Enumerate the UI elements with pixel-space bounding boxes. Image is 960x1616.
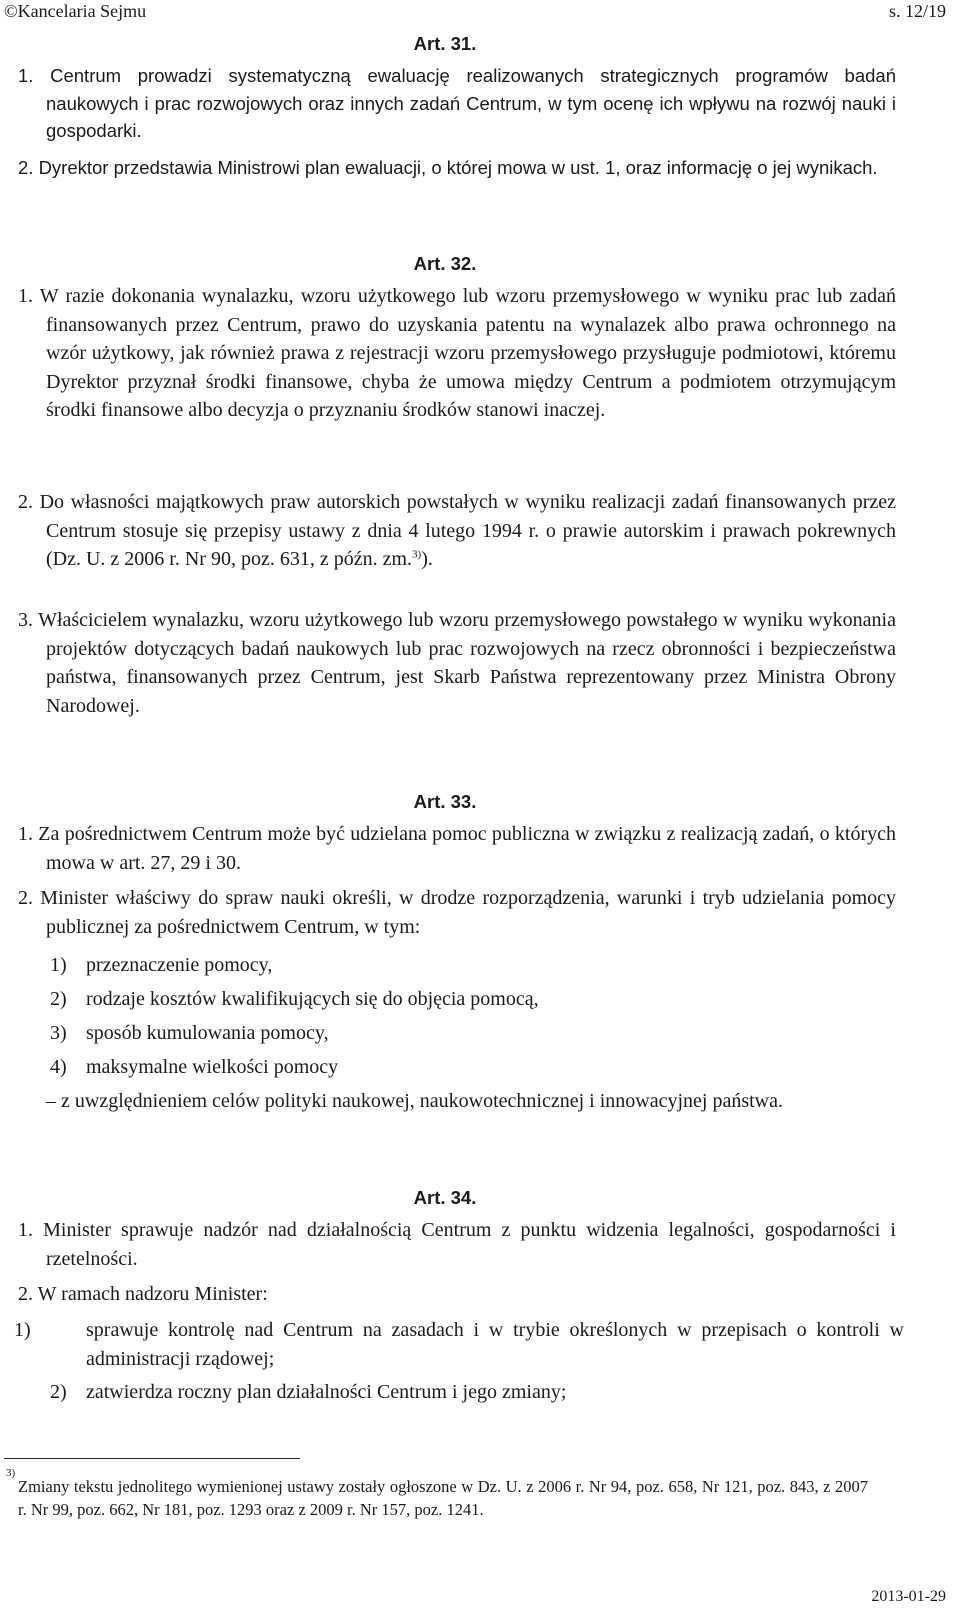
article-34-title: Art. 34. [413, 1187, 477, 1208]
art33-item-4 [50, 1053, 868, 1082]
art33-paragraph-2: 2. Minister właściwy do spraw nauki określi, w drodze rozporządzenia, warunki i tryb udzielania pomocy publicznej za pośrednictwem Centrum, w tym: [18, 887, 896, 938]
item-text: zatwierdza roczny plan działalności Centrum i jego zmiany; [86, 1381, 567, 1403]
art33-item-2 [50, 985, 868, 1014]
art33-item-3 [50, 1019, 868, 1048]
art33-item-1 [50, 951, 868, 980]
item-text: rodzaje kosztów kwalifikujących się do objęcia pomocą, [86, 988, 539, 1010]
art32-paragraph-2-end: ). [421, 548, 433, 570]
article-32-title: Art. 32. [413, 253, 477, 274]
item-text: sposób kumulowania pomocy, [86, 1022, 329, 1044]
item-text: przeznaczenie pomocy, [86, 954, 273, 976]
article-33-title: Art. 33. [413, 791, 477, 812]
art32-paragraph-3: 3. Właścicielem wynalazku, wzoru użytkowego lub wzoru przemysłowego powstałego w wyniku wykonania projektów dotyczących badań naukowych lub prac rozwojowych na rzecz obronności i bezpieczeństwa państwa, finansowanych przez Centrum, jest Skarb Państwa reprezentowany przez Ministra Obrony Narodowej. [18, 609, 896, 717]
footer-date: 2013-01-29 [871, 1588, 946, 1605]
art32-paragraph-2-text: 2. Do własności majątkowych praw autorskich powstałych w wyniku realizacji zadań finansowanych przez Centrum stosuje się przepisy ustawy z dnia 4 lutego 1994 r. o prawie autorskim i prawach pokrewnych (Dz. U. z 2006 r. Nr 90, poz. 631, z późn. zm. [18, 491, 896, 570]
art34-paragraph-1: 1. Minister sprawuje nadzór nad działalnością Centrum z punktu widzenia legalności, gospodarności i rzetelności. [18, 1219, 896, 1270]
footnote-reference[interactable]: 3) [412, 548, 422, 561]
art34-paragraph-2: 2. W ramach nadzoru Minister: [18, 1283, 268, 1305]
footnote: 3) Zmiany tekstu jednolitego wymienionej ustawy zostały ogłoszone w Dz. U. z 2006 r. Nr 94, poz. 658, Nr 121, poz. 843, z 2007 r. Nr 99, poz. 662, Nr 181, poz. 1293 oraz z 2009 r. Nr 157, poz. 1241. [6, 1467, 868, 1519]
art33-paragraph-1: 1. Za pośrednictwem Centrum może być udzielana pomoc publiczna w związku z realizacją zadań, o których mowa w art. 27, 29 i 30. [18, 823, 896, 874]
item-text: sprawuje kontrolę nad Centrum na zasadach i w trybie określonych w przepisach o kontroli w administracji rządowej; [86, 1319, 904, 1370]
item-number: 4) [50, 1056, 67, 1078]
footnote-separator [4, 1458, 300, 1459]
art34-item-2 [50, 1378, 868, 1407]
art31-paragraph-1: 1. Centrum prowadzi systematyczną ewaluację realizowanych strategicznych programów badań naukowych i prac rozwojowych oraz innych zadań Centrum, w tym ocenę ich wpływu na rozwój nauki i gospodarki. [18, 65, 896, 141]
item-text: maksymalne wielkości pomocy [86, 1056, 339, 1078]
article-31-title: Art. 31. [413, 33, 477, 54]
header-publisher: ©Kancelaria Sejmu [4, 1, 147, 21]
header-page-number: s. 12/19 [888, 1, 946, 21]
item-number: 3) [50, 1022, 67, 1044]
art34-item-1 [14, 1316, 904, 1373]
item-number: 1) [14, 1319, 31, 1341]
art32-paragraph-2 [18, 488, 896, 574]
art32-paragraph-1: 1. W razie dokonania wynalazku, wzoru użytkowego lub wzoru przemysłowego w wyniku prac lub zadań finansowanych przez Centrum, prawo do uzyskania patentu na wynalazek albo prawa ochronnego na wzór użytkowy, jak również prawa z rejestracji wzoru przemysłowego przysługuje podmiotowi, któremu Dyrektor przyznał środki finansowe, chyba że umowa między Centrum a podmiotem otrzymującym środki finansowe albo decyzja o przyznaniu środków stanowi inaczej. [18, 285, 896, 421]
item-number: 1) [50, 954, 67, 976]
item-number: 2) [50, 1381, 67, 1403]
art33-closing-clause: – z uwzględnieniem celów polityki naukowej, naukowotechnicznej i innowacyjnej państwa. [46, 1090, 784, 1112]
art31-paragraph-2: 2. Dyrektor przedstawia Ministrowi plan ewaluacji, o której mowa w ust. 1, oraz informację o jej wynikach. [18, 157, 878, 178]
item-number: 2) [50, 988, 67, 1010]
footnote-text: Zmiany tekstu jednolitego wymienionej ustawy zostały ogłoszone w Dz. U. z 2006 r. Nr 94, poz. 658, Nr 121, poz. 843, z 2007 r. Nr 99, poz. 662, Nr 181, poz. 1293 oraz z 2009 r. Nr 157, poz. 1241. [18, 1477, 868, 1519]
